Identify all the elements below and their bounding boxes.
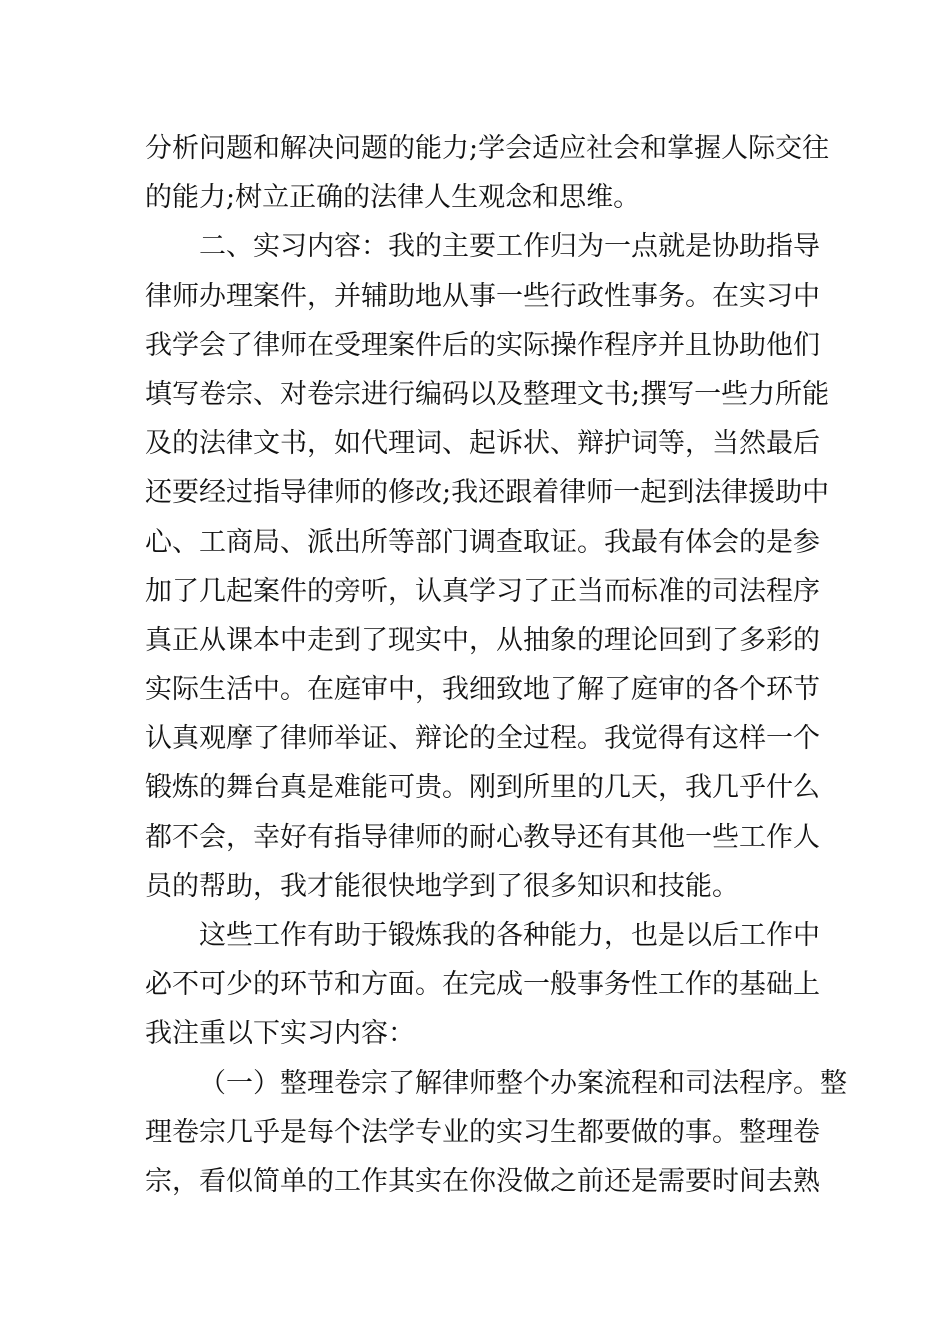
text-line: 理卷宗几乎是每个法学专业的实习生都要做的事。整理卷: [145, 1116, 820, 1148]
text-line: 员的帮助，我才能很快地学到了很多知识和技能。: [145, 870, 739, 902]
text-line: 实际生活中。在庭审中，我细致地了解了庭审的各个环节: [145, 674, 820, 706]
text-line: 都不会，幸好有指导律师的耐心教导还有其他一些工作人: [145, 821, 820, 853]
text-line: 加了几起案件的旁听，认真学习了正当而标准的司法程序: [145, 575, 820, 607]
text-line: 我注重以下实习内容：: [145, 1018, 415, 1050]
text-line: 认真观摩了律师举证、辩论的全过程。我觉得有这样一个: [145, 723, 820, 755]
text-line: 填写卷宗、对卷宗进行编码以及整理文书;撰写一些力所能: [145, 378, 830, 410]
text-line: 还要经过指导律师的修改;我还跟着律师一起到法律援助中: [145, 477, 830, 509]
text-line: 锻炼的舞台真是难能可贵。刚到所里的几天，我几乎什么: [145, 772, 820, 804]
text-line: 及的法律文书，如代理词、起诉状、辩护词等，当然最后: [145, 428, 820, 460]
text-line: 必不可少的环节和方面。在完成一般事务性工作的基础上: [145, 969, 820, 1001]
text-line: 真正从课本中走到了现实中，从抽象的理论回到了多彩的: [145, 624, 820, 656]
paragraph-start-line: 二、实习内容：我的主要工作归为一点就是协助指导: [199, 231, 820, 263]
paragraph-start-line: （一）整理卷宗了解律师整个办案流程和司法程序。整: [199, 1067, 847, 1099]
text-line: 宗，看似简单的工作其实在你没做之前还是需要时间去熟: [145, 1165, 820, 1197]
text-line: 分析问题和解决问题的能力;学会适应社会和掌握人际交往: [145, 133, 830, 164]
text-line: 的能力;树立正确的法律人生观念和思维。: [145, 182, 641, 214]
text-line: 我学会了律师在受理案件后的实际操作程序并且协助他们: [145, 329, 820, 361]
paragraph-start-line: 这些工作有助于锻炼我的各种能力，也是以后工作中: [199, 920, 820, 951]
body-text: [145, 124, 847, 1206]
text-line: 律师办理案件，并辅助地从事一些行政性事务。在实习中: [145, 280, 820, 312]
text-line: 心、工商局、派出所等部门调查取证。我最有体会的是参: [145, 526, 820, 558]
